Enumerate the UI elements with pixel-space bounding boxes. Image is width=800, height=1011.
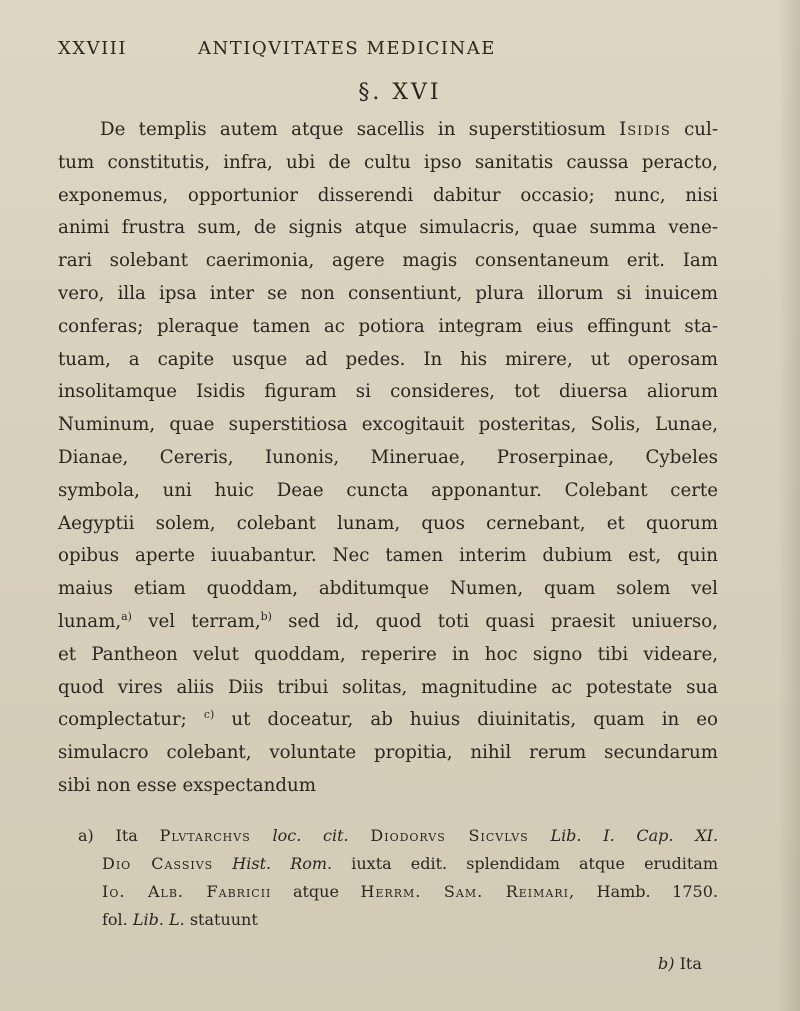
text-line: vero, illa ipsa inter se non consentiunt, plura illorum si inuicem (58, 282, 718, 304)
footnote-ref-b: b) (260, 609, 272, 623)
text-line: maius etiam quoddam, abditumque Numen, quam solem vel (58, 578, 718, 600)
footnotes (78, 822, 718, 934)
footnote-ref-c: c) (203, 708, 215, 722)
footnote-line: fol. Lib. L. statuunt (102, 910, 258, 929)
page-number: XXVIII (58, 38, 127, 59)
text-line: Numinum, quae superstitiosa excogitauit posteritas, Solis, Lunae, (58, 414, 718, 436)
footnote-line: Io. Alb. Fabricii atque Herrm. Sam. Reimari, Hamb. 1750. (102, 882, 718, 901)
text-line: complectatur; $^{c)}$ ut doceatur, ab huius diuinitatis, quam in eo (58, 708, 718, 731)
text-line: quod vires aliis Diis tribui solitas, magnitudine ac potestate sua (58, 676, 718, 698)
footnote-line: a) Ita Plvtarchvs loc. cit. Diodorvs Sicvlvs Lib. I. Cap. XI. (78, 826, 719, 845)
main-text (58, 114, 718, 803)
text-line: simulacro colebant, voluntate propitia, nihil rerum secundarum (58, 742, 718, 764)
footnote-marker: a) (78, 826, 94, 845)
footnote-line: Dio Cassivs Hist. Rom. iuxta edit. splendidam atque eruditam (102, 854, 718, 873)
text-line: insolitamque Isidis figuram si consideres, tot diuersa aliorum (58, 381, 718, 403)
text-line: Dianae, Cereris, Iunonis, Mineruae, Proserpinae, Cybeles (58, 446, 718, 468)
text-line: tuam, a capite usque ad pedes. In his mirere, ut operosam (58, 348, 718, 370)
text-line: animi frustra sum, de signis atque simulacris, quae summa vene- (58, 217, 718, 239)
text-line: exponemus, opportunior disserendi dabitur occasio; nunc, nisi (58, 184, 718, 206)
text-line: opibus aperte iuuabantur. Nec tamen interim dubium est, quin (58, 545, 718, 567)
text-line: lunam,$^{a)}$ vel terram,$^{b)}$ sed id, quod toti quasi praesit uniuerso, (58, 609, 718, 632)
text-line: De templis autem atque sacellis in superstitiosum Isidis cul- (100, 119, 718, 140)
text-line: rari solebant caerimonia, agere magis consentaneum erit. Iam (58, 250, 718, 272)
text-line: sibi non esse exspectandum (58, 774, 316, 796)
section-title: §. XVI (358, 80, 442, 105)
text-line: et Pantheon velut quoddam, reperire in hoc signo tibi videare, (58, 643, 718, 665)
text-line: Aegyptii solem, colebant lunam, quos cernebant, et quorum (58, 512, 718, 534)
catchword: b) Ita (658, 954, 702, 973)
text-line: tum constitutis, infra, ubi de cultu ipso sanitatis caussa peracto, (58, 151, 718, 173)
text-line: symbola, uni huic Deae cuncta apponantur. Colebant certe (58, 479, 718, 501)
footnote-ref-a: a) (121, 609, 132, 623)
running-title: ANTIQVITATES MEDICINAE (198, 38, 496, 59)
text-line: conferas; pleraque tamen ac potiora integram eius effingunt sta- (58, 315, 718, 337)
